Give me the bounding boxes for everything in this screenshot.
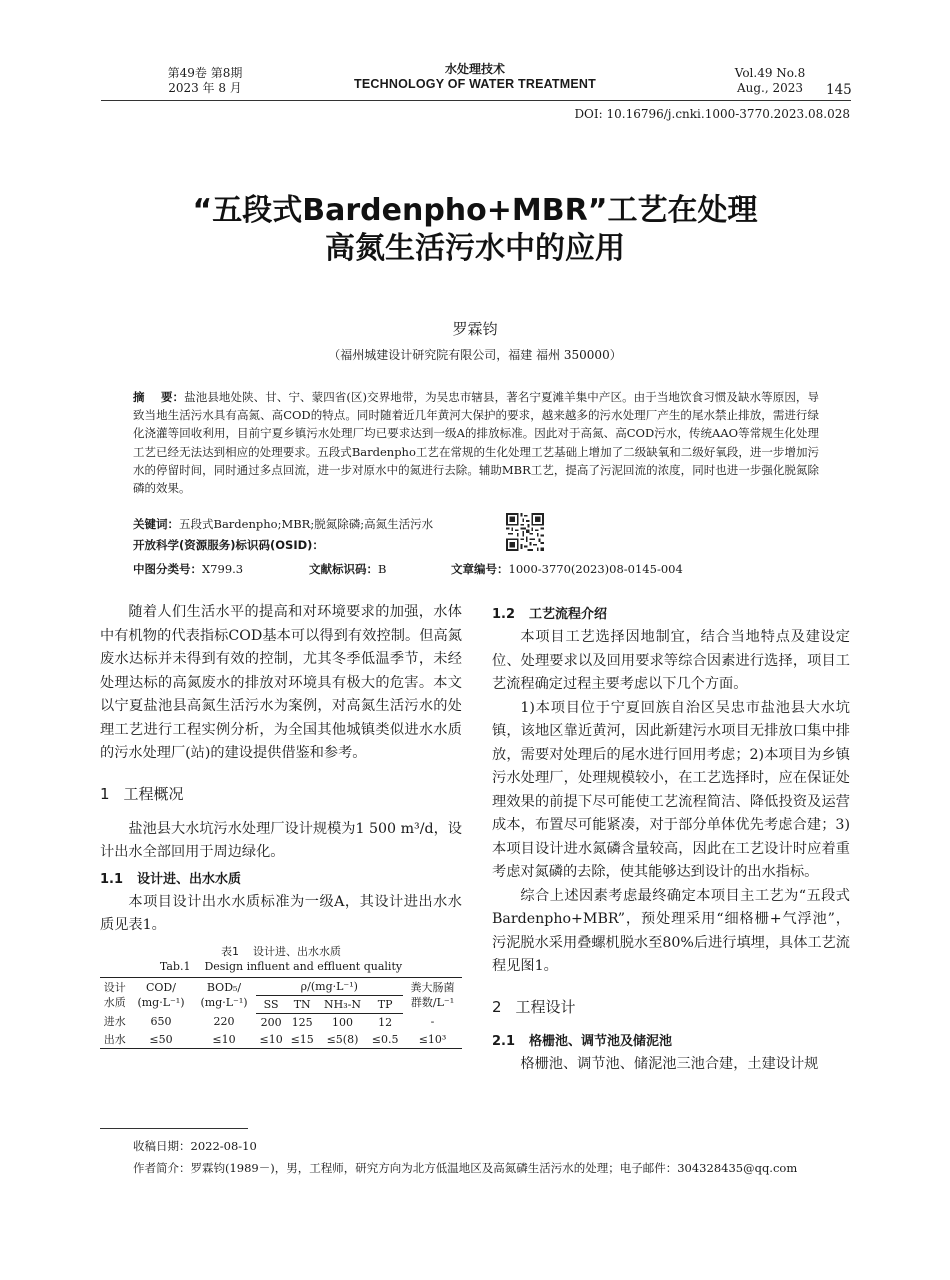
document-code [309,561,386,577]
header-date-en: Aug., 2023 [736,81,804,95]
table-row [100,1031,462,1049]
header-journal-block [330,62,620,92]
section-2-1-paragraph: 格栅池、调节池、储泥池三池合建，土建设计规 [520,1055,819,1072]
table-cell-tp: 12 [378,1015,393,1029]
section-2-number: 2 [492,997,502,1016]
footnote-received-date: 收稿日期：2022-08-10 [133,1139,257,1153]
section-2-1-number: 2.1 [492,1033,516,1049]
table-cell-tn: 125 [291,1015,313,1029]
table-cell-tp: ≤0.5 [367,1031,403,1049]
table-cell-cod: 650 [150,1015,172,1029]
table-header-ss: SS [256,995,287,1013]
abstract [133,388,819,497]
table-cell-fecal: ≤10³ [403,1031,462,1049]
author-name: 罗霖钧 [452,320,498,338]
section-1-2-paragraph-1: 本项目工艺选择因地制宜，结合当地特点及建设定位、处理要求以及回用要求等综合因素进行选择，项目工艺流程确定过程主要考虑以下几个方面。 [492,629,850,692]
section-1-paragraph: 盐池县大水坑污水处理厂设计规模为1 500 m³/d，设计出水全部回用于周边绿化。 [100,820,462,860]
journal-name-en: TECHNOLOGY OF WATER TREATMENT [354,77,596,91]
table-1 [100,977,462,1049]
table-1-caption [100,944,462,974]
table-header-nh3: NH₃-N [318,995,368,1013]
table-cell-ss: ≤10 [256,1031,287,1049]
section-1-number: 1 [100,784,110,803]
table-cell-fecal: - [430,1015,435,1029]
section-1-1-heading [100,869,462,891]
keywords [133,515,433,533]
table-cell-nh3: 100 [332,1015,353,1029]
header-date-cn: 2023 年 8 月 [168,81,242,95]
article-number-label: 文章编号： [451,562,509,576]
table-header-tn: TN [287,995,318,1013]
section-1-2-paragraph-2: 1)本项目位于宁夏回族自治区吴忠市盐池县大水坑镇，该地区靠近黄河，因此新建污水项目无排放口集中排放，需要对处理后的尾水进行回用考虑；2)本项目为乡镇污水处理厂，处理规模较小，在工艺选择时，应在保证处理效果的前提下尽可能使工艺流程简洁、降低投资及运营成本，布置尽可能紧凑，对于部分单体优先考虑合建；3)本项目设计进水氮磷含量较高，因此在工艺设计时应着重考虑对氮磷的去除，使其能够达到设计的出水指标。 [492,699,850,880]
table-header-rho: ρ/(mg·L⁻¹) [256,977,404,995]
clc-label: 中图分类号： [133,562,202,576]
intro-paragraph: 随着人们生活水平的提高和对环境要求的加强，水体中有机物的代表指标COD基本可以得到有效控制。但高氮废水达标并未得到有效的控制，尤其冬季低温季节，未经处理达标的高氮废水的排放对环境具有极大的危害。本文以宁夏盐池县高氮生活污水为案例，对高氮生活污水的处理工艺进行工程实例分析，为全国其他城镇类似进水水质的污水处理厂(站)的建设提供借鉴和参考。 [100,604,462,761]
section-2-1-title: 格栅池、调节池及储泥池 [529,1033,673,1049]
abstract-label: 摘 要： [133,390,185,404]
clc-value: X799.3 [202,562,244,576]
header-volume-cn: 第49卷 第8期 [167,66,243,80]
table-cell-bod: ≤10 [193,1031,256,1049]
keywords-label: 关键词： [133,517,179,531]
header-divider [101,100,851,101]
table-header-item: 设计 水质 [100,977,129,1013]
table-header-fecal: 粪大肠菌 群数/L⁻¹ [403,977,462,1013]
table-1-caption-en: Tab.1 Design influent and effluent quality [159,959,403,973]
left-column [100,601,462,1049]
section-1-2-paragraph-3: 综合上述因素考虑最终确定本项目主工艺为“五段式Bardenpho+MBR”，预处理采用“细格栅+气浮池”，污泥脱水采用叠螺机脱水至80%后进行填埋，具体工艺流程见图1。 [492,887,850,974]
osid-label: 开放科学(资源服务)标识码(OSID)： [133,538,324,552]
table-header-bod: BOD₅/ (mg·L⁻¹) [193,977,256,1013]
table-cell-label: 出水 [100,1031,129,1049]
section-1-2-title: 工艺流程介绍 [529,607,608,622]
header-volume-en-block [720,66,820,96]
header-volume-block [150,66,260,96]
document-code-label: 文献标识码： [309,562,378,576]
section-1-2-number: 1.2 [492,607,516,622]
table-cell-bod: 220 [213,1015,235,1029]
table-cell-cod: ≤50 [129,1031,192,1049]
section-2-1-heading [492,1031,850,1053]
table-cell-tn: ≤15 [287,1031,318,1049]
clc-number [133,562,243,576]
page-number: 145 [826,82,852,98]
osid-qr-code-icon[interactable] [506,513,544,551]
table-1-caption-cn: 表1 设计进、出水水质 [221,944,341,958]
journal-name-cn: 水处理技术 [444,62,505,76]
section-1-heading [100,782,462,806]
document-code-value: B [378,562,387,576]
footnote-divider [100,1128,248,1129]
right-column [492,604,850,1076]
table-cell-ss: 200 [260,1015,282,1029]
classification-line [133,561,683,577]
section-1-2-heading [492,604,850,626]
section-1-title: 工程概况 [123,784,184,803]
section-2-heading [492,995,850,1019]
header-volume-en: Vol.49 No.8 [734,66,806,80]
author-affiliation: （福州城建设计研究院有限公司，福建 福州 350000） [328,348,622,362]
footnote-author-bio: 作者简介：罗霖钧(1989－)，男，工程师，研究方向为北方低温地区及高氮磷生活污水的处理；电子邮件：304328435@qq.com [133,1161,798,1175]
table-cell-label: 进水 [103,1015,126,1029]
section-1-1-paragraph: 本项目设计出水水质标准为一级A，其设计进出水水质见表1。 [100,893,462,933]
abstract-text: 盐池县地处陕、甘、宁、蒙四省(区)交界地带，为吴忠市辖县，著名宁夏滩羊集中产区。由于当地饮食习惯及缺水等原因，导致当地生活污水具有高氮、高COD的特点。同时随着近几年黄河大保护的要求，越来越多的污水处理厂产生的尾水禁止排放，需进行绿化浇灌等回收利用，目前宁夏乡镇污水处理厂均已要求达到一级A的排放标准。因此对于高氮、高COD污水，传统AAO等常规生化处理工艺已经无法达到相应的处理要求。五段式Bardenpho工艺在常规的生化处理工艺基础上增加了二级缺氧和二级好氧段，进一步增加污水的停留时间，同时通过多点回流，进一步对原水中的氮进行去除。辅助MBR工艺，提高了污泥回流的浓度，同时也进一步强化脱氮除磷的效果。 [133,390,820,496]
keywords-text: 五段式Bardenpho;MBR;脱氮除磷;高氮生活污水 [179,517,434,531]
paper-title-line-1: “五段式Bardenpho+MBR”工艺在处理 [192,193,758,228]
section-2-title: 工程设计 [515,997,576,1016]
table-row [100,1013,462,1031]
paper-title [100,192,850,268]
table-header-row [100,977,462,995]
article-number-value: 1000-3770(2023)08-0145-004 [508,562,683,576]
article-number [451,561,683,577]
paper-title-line-2: 高氮生活污水中的应用 [325,231,625,266]
table-header-tp: TP [367,995,403,1013]
table-cell-nh3: ≤5(8) [318,1031,368,1049]
section-1-1-title: 设计进、出水水质 [137,871,242,887]
osid [133,537,324,553]
table-header-cod: COD/ (mg·L⁻¹) [129,977,192,1013]
doi: DOI: 10.16796/j.cnki.1000-3770.2023.08.028 [574,107,850,121]
section-1-1-number: 1.1 [100,871,124,887]
